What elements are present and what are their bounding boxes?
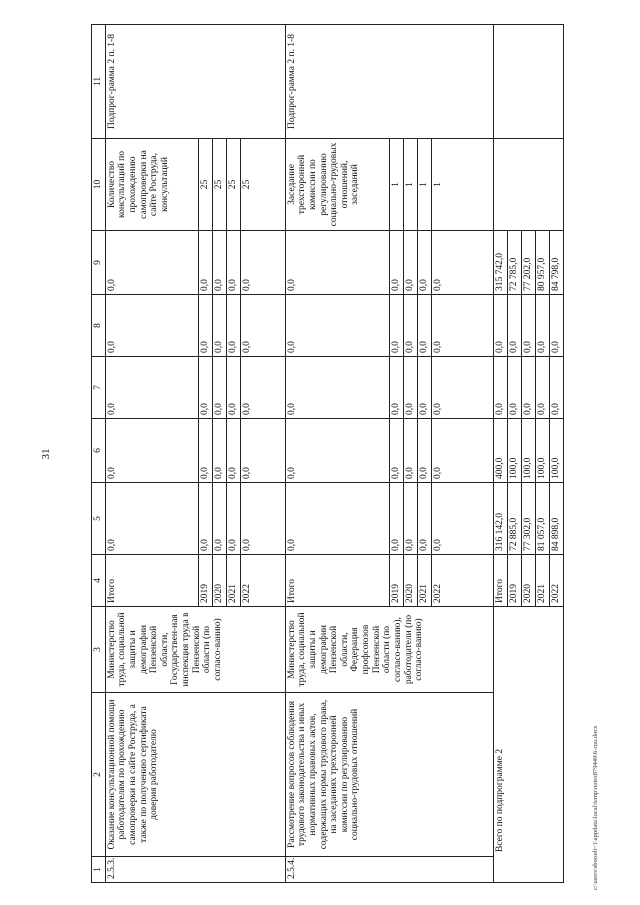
- value-cell: 0,0: [403, 295, 417, 357]
- year-cell: 2021: [226, 555, 240, 607]
- year-cell: 2021: [535, 555, 549, 607]
- value-cell: 100,0: [535, 419, 549, 483]
- value-cell: 0,0: [507, 357, 521, 419]
- activity-name: Оказание консультационной помощи работодателям по прохождению самопроверки на сайте Роструда, а также по получению сертификата доверия работодателю: [105, 693, 285, 857]
- indicator-value: 25: [240, 139, 285, 231]
- executor: Министерство труда, социальной защиты и демографии Пензенской области, Федерация профсоюзов Пензенской области (по согласо-ванию), работодатели (по согласо-ванию): [285, 607, 493, 693]
- indicator-value: 1: [403, 139, 417, 231]
- col-header: 3: [92, 607, 106, 693]
- footer-file-path: c:\users\sborodi~1\appdata\local\temp\notes879449\6-ruu.docx: [592, 725, 599, 890]
- value-cell: 0,0: [240, 231, 285, 295]
- value-cell: 0,0: [493, 357, 507, 419]
- value-cell: 0,0: [417, 295, 431, 357]
- reference: Подпрог-рамма 2 п. 1-8: [285, 25, 493, 139]
- rotated-table-frame: [91, 25, 576, 883]
- col-header: 11: [92, 25, 106, 139]
- value-cell: 0,0: [285, 357, 389, 419]
- value-cell: 72 885,0: [507, 483, 521, 555]
- value-cell: 0,0: [105, 231, 198, 295]
- empty-cell: [493, 139, 563, 231]
- indicator-value: 1: [389, 139, 403, 231]
- value-cell: 0,0: [212, 419, 226, 483]
- indicator-value: 25: [226, 139, 240, 231]
- year-cell: 2020: [212, 555, 226, 607]
- activity-name: Рассмотрение вопросов соблюдения трудового законодательства и иных нормативных правовых актов, содержащих нормы трудового права, на заседаниях трехсторонней комиссии по регулированию социально-трудовых отношений: [285, 693, 493, 857]
- row-number: 2.5.3.: [105, 857, 285, 883]
- indicator: Количество консультаций по прохождению самопроверки на сайте Роструда, консультаций: [105, 139, 198, 231]
- year-cell: 2022: [240, 555, 285, 607]
- value-cell: 0,0: [226, 419, 240, 483]
- value-cell: 0,0: [389, 231, 403, 295]
- col-header: 8: [92, 295, 106, 357]
- budget-table: [91, 24, 564, 883]
- column-number-row: [92, 25, 106, 883]
- year-cell: 2022: [431, 555, 493, 607]
- value-cell: 0,0: [507, 295, 521, 357]
- col-header: 7: [92, 357, 106, 419]
- value-cell: 0,0: [549, 357, 563, 419]
- value-cell: 0,0: [549, 295, 563, 357]
- value-cell: 0,0: [212, 295, 226, 357]
- value-cell: 0,0: [535, 295, 549, 357]
- itogo-label: Итого: [285, 555, 389, 607]
- value-cell: 0,0: [389, 357, 403, 419]
- value-cell: 0,0: [403, 357, 417, 419]
- year-cell: 2020: [403, 555, 417, 607]
- value-cell: 0,0: [198, 357, 212, 419]
- value-cell: 0,0: [240, 357, 285, 419]
- value-cell: 0,0: [493, 295, 507, 357]
- col-header: 4: [92, 555, 106, 607]
- value-cell: 0,0: [212, 231, 226, 295]
- col-header: 6: [92, 419, 106, 483]
- value-cell: 81 057,0: [535, 483, 549, 555]
- value-cell: 0,0: [212, 483, 226, 555]
- value-cell: 0,0: [431, 483, 493, 555]
- itogo-label: Итого: [493, 555, 507, 607]
- value-cell: 0,0: [285, 231, 389, 295]
- value-cell: 0,0: [417, 231, 431, 295]
- year-cell: 2019: [198, 555, 212, 607]
- value-cell: 0,0: [389, 295, 403, 357]
- value-cell: 0,0: [403, 419, 417, 483]
- indicator-value: 25: [198, 139, 212, 231]
- value-cell: 100,0: [507, 419, 521, 483]
- indicator: Заседание трехсторонней комиссии по регулированию социально-трудовых отношений, заседаний: [285, 139, 389, 231]
- value-cell: 0,0: [226, 483, 240, 555]
- value-cell: 0,0: [403, 483, 417, 555]
- value-cell: 0,0: [417, 419, 431, 483]
- table-container: [91, 25, 576, 883]
- value-cell: 0,0: [198, 231, 212, 295]
- value-cell: 0,0: [389, 483, 403, 555]
- value-cell: 0,0: [285, 295, 389, 357]
- indicator-value: 1: [417, 139, 431, 231]
- value-cell: 0,0: [285, 483, 389, 555]
- col-header: 10: [92, 139, 106, 231]
- value-cell: 0,0: [240, 483, 285, 555]
- value-cell: 0,0: [521, 295, 535, 357]
- reference: Подпрог-рамма 2 п. 1-8: [105, 25, 285, 139]
- value-cell: 0,0: [403, 231, 417, 295]
- table-row: [105, 25, 198, 883]
- value-cell: 0,0: [226, 231, 240, 295]
- empty-cell: [493, 25, 563, 139]
- value-cell: 0,0: [198, 483, 212, 555]
- col-header: 5: [92, 483, 106, 555]
- indicator-value: 25: [212, 139, 226, 231]
- value-cell: 100,0: [521, 419, 535, 483]
- year-cell: 2019: [507, 555, 521, 607]
- value-cell: 72 785,0: [507, 231, 521, 295]
- value-cell: 0,0: [240, 419, 285, 483]
- indicator-value: 1: [431, 139, 493, 231]
- total-row: [493, 25, 507, 883]
- value-cell: 0,0: [198, 295, 212, 357]
- value-cell: 0,0: [105, 357, 198, 419]
- value-cell: 80 957,0: [535, 231, 549, 295]
- value-cell: 0,0: [417, 357, 431, 419]
- col-header: 9: [92, 231, 106, 295]
- value-cell: 0,0: [521, 357, 535, 419]
- value-cell: 84 798,0: [549, 231, 563, 295]
- row-number: 2.5.4.: [285, 857, 493, 883]
- year-cell: 2020: [521, 555, 535, 607]
- value-cell: 0,0: [431, 419, 493, 483]
- col-header: 1: [92, 857, 106, 883]
- total-label: Всего по подпрограмме 2: [493, 607, 563, 883]
- year-cell: 2021: [417, 555, 431, 607]
- value-cell: 0,0: [105, 295, 198, 357]
- value-cell: 0,0: [105, 483, 198, 555]
- value-cell: 0,0: [226, 295, 240, 357]
- value-cell: 315 742,0: [493, 231, 507, 295]
- value-cell: 84 898,0: [549, 483, 563, 555]
- value-cell: 400,0: [493, 419, 507, 483]
- value-cell: 0,0: [535, 357, 549, 419]
- year-cell: 2022: [549, 555, 563, 607]
- value-cell: 316 142,0: [493, 483, 507, 555]
- value-cell: 77 302,0: [521, 483, 535, 555]
- table-row: [285, 25, 389, 883]
- itogo-label: Итого: [105, 555, 198, 607]
- value-cell: 0,0: [198, 419, 212, 483]
- value-cell: 0,0: [431, 357, 493, 419]
- value-cell: 0,0: [285, 419, 389, 483]
- value-cell: 0,0: [226, 357, 240, 419]
- value-cell: 100,0: [549, 419, 563, 483]
- value-cell: 0,0: [105, 419, 198, 483]
- value-cell: 77 202,0: [521, 231, 535, 295]
- year-cell: 2019: [389, 555, 403, 607]
- col-header: 2: [92, 693, 106, 857]
- value-cell: 0,0: [240, 295, 285, 357]
- page-number: 31: [40, 448, 52, 460]
- value-cell: 0,0: [417, 483, 431, 555]
- value-cell: 0,0: [431, 231, 493, 295]
- value-cell: 0,0: [389, 419, 403, 483]
- value-cell: 0,0: [431, 295, 493, 357]
- executor: Министерство труда, социальной защиты и демографии Пензенской области, Государствен-ная инспекция труда в Пензенской области (по согласо-ванию): [105, 607, 285, 693]
- value-cell: 0,0: [212, 357, 226, 419]
